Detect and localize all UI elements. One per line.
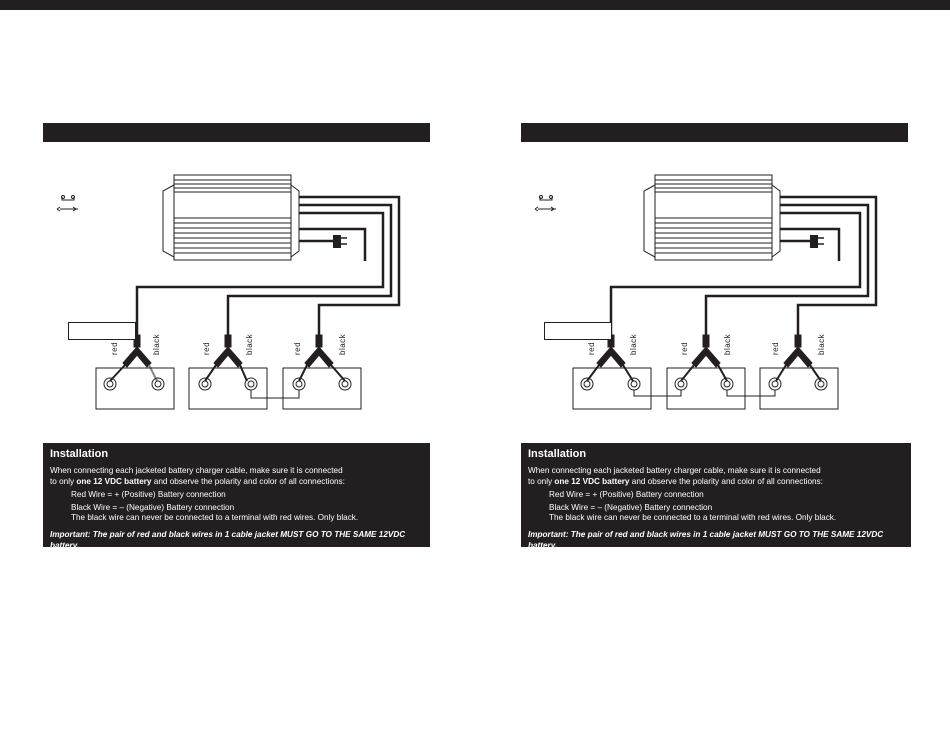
wire-label-red: red xyxy=(110,341,119,355)
wiring-diagram-svg xyxy=(43,163,433,423)
right-panel xyxy=(521,123,911,548)
intro-prefix: to only xyxy=(50,477,75,486)
important-note: Important: The pair of red and black wires in 1 cable jacket MUST GO TO THE SAME 12VDC battery. xyxy=(50,530,406,550)
intro-line: When connecting each jacketed battery charger cable, make sure it is connected xyxy=(50,466,343,475)
wiring-diagram-svg xyxy=(521,163,911,423)
wiring-diagram xyxy=(521,163,911,423)
installation-box xyxy=(521,443,911,550)
cable-label-box xyxy=(544,322,612,340)
wire-label-black: black xyxy=(817,333,826,355)
wire-label-red: red xyxy=(771,341,780,355)
black-wire-text: Black Wire = – (Negative) Battery connection xyxy=(549,503,713,512)
red-wire-text: Red Wire = + (Positive) Battery connection xyxy=(549,490,704,499)
wire-label-black: black xyxy=(338,333,347,355)
red-wire-text: Red Wire = + (Positive) Battery connection xyxy=(71,490,226,499)
wire-label-red: red xyxy=(202,341,211,355)
wire-label-red: red xyxy=(587,341,596,355)
installation-title: Installation xyxy=(50,448,109,460)
installation-text xyxy=(528,465,903,487)
wire-label-black: black xyxy=(723,333,732,355)
intro-bold: one 12 VDC battery xyxy=(76,477,152,486)
black-wire-note: The black wire can never be connected to a terminal with red wires. Only black. xyxy=(71,513,359,522)
black-wire-text: Black Wire = – (Negative) Battery connection xyxy=(71,503,235,512)
intro-line: When connecting each jacketed battery charger cable, make sure it is connected xyxy=(528,466,821,475)
wire-label-red: red xyxy=(293,341,302,355)
black-wire-note: The black wire can never be connected to a terminal with red wires. Only black. xyxy=(549,513,837,522)
intro-suffix: and observe the polarity and color of all connections: xyxy=(631,477,823,486)
wiring-diagram xyxy=(43,163,433,423)
wire-label-black: black xyxy=(152,333,161,355)
panel-header-bar xyxy=(521,123,908,142)
intro-bold: one 12 VDC battery xyxy=(554,477,630,486)
intro-prefix: to only xyxy=(528,477,553,486)
top-bar xyxy=(0,0,950,10)
left-panel xyxy=(43,123,433,548)
installation-box xyxy=(43,443,430,550)
panel-header-bar xyxy=(43,123,430,142)
ac-plug-icon xyxy=(780,235,824,248)
cable-label-box xyxy=(68,322,136,340)
dc-symbol-icon xyxy=(535,196,556,212)
ac-plug-icon xyxy=(299,235,347,248)
battery-charger-icon xyxy=(163,175,299,260)
wire-label-black: black xyxy=(245,333,254,355)
wire-label-black: black xyxy=(629,333,638,355)
intro-suffix: and observe the polarity and color of all connections: xyxy=(153,477,345,486)
important-note: Important: The pair of red and black wires in 1 cable jacket MUST GO TO THE SAME 12VDC battery. xyxy=(528,530,884,550)
installation-text xyxy=(50,465,425,487)
installation-title: Installation xyxy=(528,448,587,460)
battery-charger-icon xyxy=(644,175,780,260)
wire-label-red: red xyxy=(680,341,689,355)
dc-symbol-icon xyxy=(57,196,78,212)
